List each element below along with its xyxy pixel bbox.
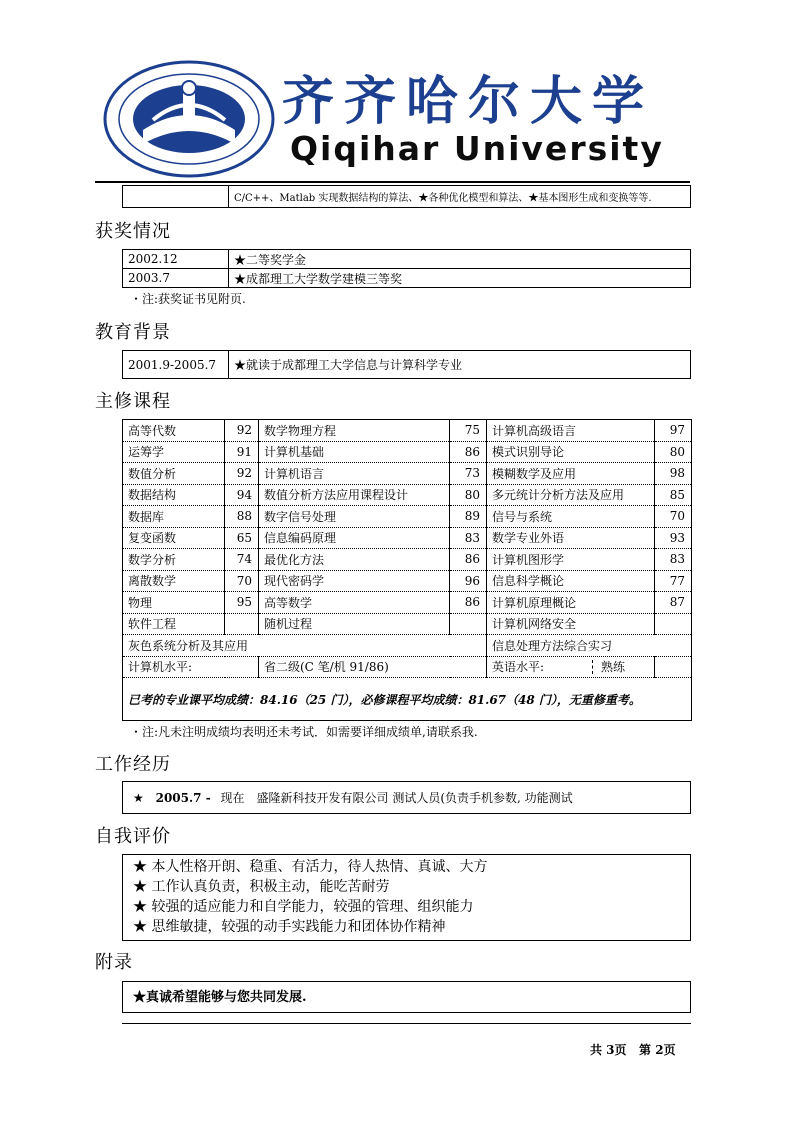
seal-icon <box>103 60 275 178</box>
level-row <box>123 656 692 678</box>
header-divider <box>95 181 690 183</box>
course-name: 信息编码原理 <box>259 527 450 549</box>
course-name: 灰色系统分析及其应用 <box>123 635 487 657</box>
course-name: 信息处理方法综合实习 <box>487 635 692 657</box>
education-heading: 教育背景 <box>95 322 171 343</box>
course-row <box>123 570 692 592</box>
course-name: 数学分析 <box>123 549 225 571</box>
appendix-box <box>122 981 691 1013</box>
self-eval-item: ★ 较强的适应能力和自学能力，较强的管理、组织能力 <box>133 899 474 915</box>
work-star: ★ <box>133 791 144 805</box>
course-name: 模糊数学及应用 <box>487 463 655 485</box>
course-score: 96 <box>450 570 487 592</box>
page-number: 共 3页 第 2页 <box>590 1043 676 1057</box>
cs-level-value: 省二级(C 笔/机 91/86) <box>259 656 487 678</box>
course-name: 数值分析 <box>123 463 225 485</box>
course-score: 83 <box>655 549 692 571</box>
course-name: 多元统计分析方法及应用 <box>487 484 655 506</box>
course-name: 计算机原理概论 <box>487 592 655 614</box>
course-row <box>123 549 692 571</box>
awards-heading: 获奖情况 <box>95 221 171 242</box>
awards-table <box>122 249 691 288</box>
self-eval-item: ★ 本人性格开朗、稳重、有活力，待人热情、真诚、大方 <box>133 859 488 875</box>
award-date: 2002.12 <box>123 250 229 269</box>
course-score <box>450 613 487 635</box>
course-score: 80 <box>655 441 692 463</box>
skills-text: C/C++、Matlab 实现数据结构的算法、★各种优化模型和算法、★基本图形生成和变换等等. <box>229 186 691 208</box>
level-empty <box>655 656 692 678</box>
course-score: 65 <box>225 527 259 549</box>
self-eval-heading: 自我评价 <box>95 826 171 847</box>
course-score: 74 <box>225 549 259 571</box>
university-logo <box>103 60 275 178</box>
self-eval-item: ★ 思维敏捷，较强的动手实践能力和团体协作精神 <box>133 919 446 935</box>
course-row <box>123 484 692 506</box>
course-score: 80 <box>450 484 487 506</box>
award-row <box>123 250 691 269</box>
grade-summary: 已考的专业课平均成绩：84.16（25 门），必修课程平均成绩：81.67（48 门），无重修重考。 <box>123 678 692 721</box>
work-date: 2005.7 - <box>155 791 211 805</box>
course-name: 计算机图形学 <box>487 549 655 571</box>
course-name: 数据库 <box>123 506 225 528</box>
course-name: 现代密码学 <box>259 570 450 592</box>
course-name: 数学专业外语 <box>487 527 655 549</box>
award-date: 2003.7 <box>123 269 229 288</box>
course-name: 高等数学 <box>259 592 450 614</box>
course-score: 87 <box>655 592 692 614</box>
awards-note: ・注:获奖证书见附页. <box>130 292 246 306</box>
award-text: ★成都理工大学数学建模三等奖 <box>229 269 691 288</box>
courses-note: ・注:凡未注明成绩均表明还未考试．如需要详细成绩单,请联系我. <box>130 725 478 739</box>
course-score: 89 <box>450 506 487 528</box>
course-score: 92 <box>225 420 259 442</box>
course-name: 软件工程 <box>123 613 225 635</box>
course-row <box>123 592 692 614</box>
work-text: 现在 盛隆新科技开发有限公司 测试人员(负责手机参数, 功能测试 <box>220 791 573 805</box>
course-row <box>123 420 692 442</box>
footer-rule <box>122 1023 691 1024</box>
course-name: 信息科学概论 <box>487 570 655 592</box>
course-score: 86 <box>450 592 487 614</box>
course-score: 85 <box>655 484 692 506</box>
course-name: 离散数学 <box>123 570 225 592</box>
course-name: 复变函数 <box>123 527 225 549</box>
work-box <box>122 781 691 814</box>
course-name: 物理 <box>123 592 225 614</box>
course-score: 75 <box>450 420 487 442</box>
course-score: 86 <box>450 549 487 571</box>
course-name: 运筹学 <box>123 441 225 463</box>
course-score <box>655 613 692 635</box>
course-row <box>123 441 692 463</box>
courses-table <box>122 419 692 721</box>
course-score: 70 <box>655 506 692 528</box>
cs-level-label: 计算机水平: <box>123 656 259 678</box>
course-score: 83 <box>450 527 487 549</box>
skills-table <box>122 185 691 208</box>
en-level-cell <box>487 656 655 678</box>
course-name: 数字信号处理 <box>259 506 450 528</box>
course-row-gray <box>123 635 692 657</box>
course-score <box>225 613 259 635</box>
course-score: 86 <box>450 441 487 463</box>
course-row <box>123 613 692 635</box>
course-name: 模式识别导论 <box>487 441 655 463</box>
course-name: 计算机网络安全 <box>487 613 655 635</box>
education-date: 2001.9-2005.7 <box>123 351 229 379</box>
education-text: ★就读于成都理工大学信息与计算科学专业 <box>229 351 691 379</box>
course-score: 97 <box>655 420 692 442</box>
course-row <box>123 463 692 485</box>
course-row <box>123 527 692 549</box>
course-score: 88 <box>225 506 259 528</box>
course-name: 计算机高级语言 <box>487 420 655 442</box>
self-eval-item: ★ 工作认真负责，积极主动，能吃苦耐劳 <box>133 879 390 895</box>
course-score: 93 <box>655 527 692 549</box>
course-name: 数据结构 <box>123 484 225 506</box>
course-score: 94 <box>225 484 259 506</box>
appendix-text: ★真诚希望能够与您共同发展. <box>133 990 307 1005</box>
appendix-heading: 附录 <box>95 952 133 973</box>
en-level-label: 英语水平: <box>492 660 545 675</box>
education-table <box>122 350 691 379</box>
course-row <box>123 506 692 528</box>
course-score: 92 <box>225 463 259 485</box>
en-level-value: 熟练 <box>592 660 625 674</box>
logo-chinese-name: 齐齐哈尔大学 <box>282 71 655 132</box>
courses-heading: 主修课程 <box>95 391 171 412</box>
award-row <box>123 269 691 288</box>
course-score: 77 <box>655 570 692 592</box>
course-name: 信号与系统 <box>487 506 655 528</box>
course-score: 91 <box>225 441 259 463</box>
course-score: 98 <box>655 463 692 485</box>
course-score: 70 <box>225 570 259 592</box>
self-eval-box <box>122 854 691 941</box>
course-score: 95 <box>225 592 259 614</box>
work-heading: 工作经历 <box>95 754 171 775</box>
course-name: 最优化方法 <box>259 549 450 571</box>
course-name: 计算机基础 <box>259 441 450 463</box>
course-name: 数学物理方程 <box>259 420 450 442</box>
course-score: 73 <box>450 463 487 485</box>
skills-empty-cell <box>123 186 229 208</box>
course-name: 数值分析方法应用课程设计 <box>259 484 450 506</box>
course-name: 高等代数 <box>123 420 225 442</box>
course-name: 随机过程 <box>259 613 450 635</box>
logo-english-name: Qiqihar University <box>290 129 664 168</box>
award-text: ★二等奖学金 <box>229 250 691 269</box>
course-name: 计算机语言 <box>259 463 450 485</box>
